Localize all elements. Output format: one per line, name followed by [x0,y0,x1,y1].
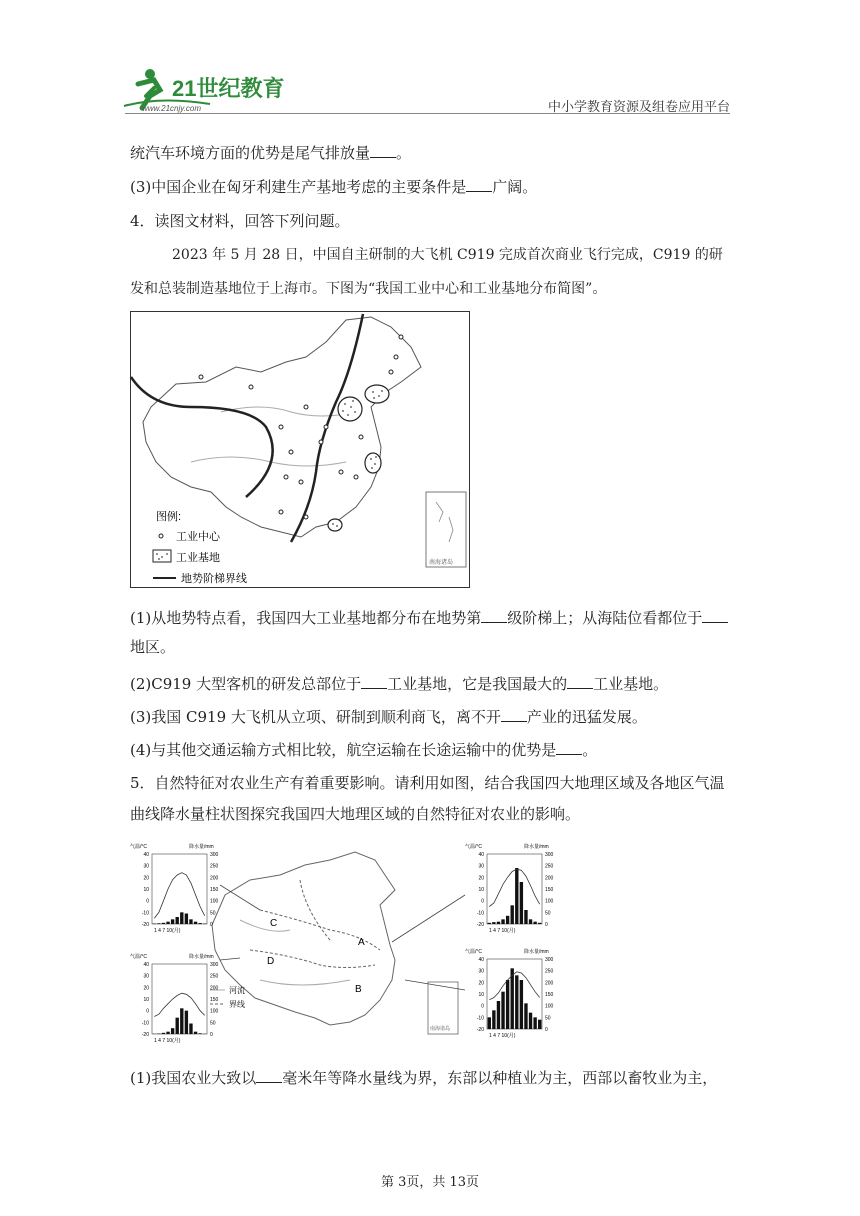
tick-label: 40 [143,852,149,858]
tick-label: -20 [476,922,484,928]
question-5-line1: 5．自然特征对农业生产有着重要影响。请利用如图，结合我国四大地理区域及各地区气温 [130,774,725,792]
tick-label: 300 [210,962,219,968]
text-line: 统汽车环境方面的优势是尾气排放量 。 [130,144,412,162]
answer-blank[interactable] [466,191,492,192]
precip-bar [171,1028,174,1034]
tick-label: 30 [143,863,149,870]
climate-chart [465,843,554,934]
tick-label: 40 [478,957,484,963]
region-label-b: B [355,984,362,995]
precip-bar [198,923,201,924]
question-4-paragraph: 2023 年 5 月 28 日，中国自主研制的大飞机 C919 完成首次商业飞行完成，C919 的研 [172,247,723,263]
runner-logo-icon [120,66,300,114]
industry-map [130,311,470,588]
precip-bar [520,980,523,1029]
precip-bar [198,1033,201,1034]
precip-bar [488,923,491,924]
precip-bar [515,975,518,1029]
page-footer: 第 3页，共 13页 [380,1175,480,1190]
tick-label: 50 [545,910,551,917]
precip-bar [538,923,541,924]
legend-base: 工业基地 [176,552,220,564]
tick-label: -20 [141,1032,149,1038]
precip-bar [501,992,504,1029]
header-divider [125,113,730,114]
month-axis-label: 1 4 7 10(月) [489,1033,516,1039]
tick-label: 0 [210,1032,213,1038]
axis-title-precip: 降水量/mm [189,954,214,960]
answer-blank[interactable] [481,622,507,623]
tick-label: 300 [545,852,554,858]
tick-label: -20 [476,1027,484,1033]
question-4-title: 4．读图文材料，回答下列问题。 [130,212,350,230]
tick-label: 30 [478,863,484,870]
tick-label: -20 [141,922,149,928]
legend-center: 工业中心 [176,531,220,543]
precip-bar [166,1032,169,1034]
precip-bar [176,1018,179,1034]
precip-bar [488,1017,491,1029]
precip-bar [194,1032,197,1034]
tick-label: -10 [476,1015,484,1022]
precip-bar [520,882,523,924]
tick-label: -10 [141,1020,149,1027]
tick-label: 150 [545,887,554,893]
precip-bar [511,905,514,924]
temp-curve [489,972,539,1000]
precip-bar [533,922,536,924]
tick-label: 50 [545,1015,551,1022]
precip-bar [180,1008,183,1034]
tick-label: 20 [143,985,149,992]
tick-label: 300 [210,852,219,858]
tick-label: 40 [478,852,484,858]
tick-label: 100 [545,898,554,905]
tick-label: 10 [143,887,149,893]
axis-title-temp: 气温/°C [465,844,482,850]
question-4-2: (2)C919 大型客机的研发总部位于 工业基地，它是我国最大的 工业基地。 [130,675,669,693]
tick-label: 200 [210,985,219,992]
temp-curve [154,873,204,919]
answer-blank[interactable] [501,721,527,722]
question-4-1: (1)从地势特点看，我国四大工业基地都分布在地势第 级阶梯上；从海陆位看都位于 [130,608,728,628]
question-4-1-cont: 地区。 [130,638,176,656]
tick-label: 150 [545,992,554,998]
tick-label: 0 [545,1027,548,1033]
precip-bar [185,1011,188,1034]
question-4-paragraph-cont: 发和总装制造基地位于上海市。下图为“我国工业中心和工业基地分布简图”。 [130,281,607,297]
axis-title-temp: 气温/°C [465,949,482,955]
regions-climate-figure [130,840,554,1050]
answer-blank[interactable] [370,157,396,158]
climate-chart [130,953,219,1044]
tick-label: 30 [478,968,484,975]
question-5-1: (1)我国农业大致以 毫米年等降水量线为界，东部以种植业为主，西部以畜牧业为主， [130,1069,718,1087]
month-axis-label: 1 4 7 10(月) [489,928,516,934]
precip-bar [166,922,169,924]
tick-label: 50 [210,1020,216,1027]
tick-label: -10 [141,910,149,917]
logo-text: 21世纪教育 [172,76,285,101]
legend-river: 河流 [229,986,245,995]
precip-bar [529,1013,532,1029]
axis-title-precip: 降水量/mm [524,949,549,955]
question-4-3: (3)我国 C919 大飞机从立项、研制到顺利商飞，离不开 产业的迅猛发展。 [130,708,647,726]
precip-bar [515,868,518,924]
precip-bar [524,910,527,924]
region-label-c: C [270,918,278,929]
region-label-d: D [267,956,275,967]
temp-curve [489,869,539,906]
legend-title: 图例: [156,511,182,523]
axis-title-temp: 气温/°C [130,844,147,850]
question-4-4: (4)与其他交通运输方式相比较，航空运输在长途运输中的优势是 。 [130,741,598,759]
axis-title-precip: 降水量/mm [524,844,549,850]
tick-label: 10 [478,992,484,998]
legend-line: 地势阶梯界线 [181,573,247,585]
tick-label: 0 [146,1008,149,1015]
tick-label: 250 [210,863,219,870]
answer-blank[interactable] [567,688,593,689]
month-axis-label: 1 4 7 10(月) [154,1038,181,1044]
tick-label: 40 [143,962,149,968]
tick-label: 0 [545,922,548,928]
precip-bar [506,980,509,1029]
precip-bar [492,1010,495,1029]
question-5-line2: 曲线降水量柱状图探究我国四大地理区域的自然特征对农业的影响。 [130,805,581,823]
climate-chart [465,948,554,1039]
tick-label: 0 [146,898,149,905]
answer-blank[interactable] [361,688,387,689]
inset-label: 南海诸岛 [429,559,454,566]
precip-bar [524,1003,527,1029]
legend-boundary: 界线 [229,1000,245,1009]
precip-bar [194,922,197,924]
tick-label: 300 [545,957,554,963]
precip-bar [162,1033,165,1034]
precip-bar [511,968,514,1029]
precip-bar [180,912,183,924]
precip-bar [538,1020,541,1029]
tick-label: -10 [476,910,484,917]
month-axis-label: 1 4 7 10(月) [154,928,181,934]
tick-label: 10 [478,887,484,893]
tick-label: 0 [481,898,484,905]
tick-label: 150 [210,997,219,1003]
precip-bar [189,919,192,924]
precip-bar [533,1017,536,1029]
climate-chart [130,843,219,934]
answer-blank[interactable] [702,622,728,623]
tick-label: 20 [143,875,149,882]
precip-bar [171,919,174,924]
tick-label: 100 [210,1008,219,1015]
tick-label: 200 [545,875,554,882]
inset-label-2: 南海诸岛 [430,1026,451,1032]
precip-bar [501,919,504,924]
tick-label: 100 [545,1003,554,1010]
precip-bar [529,919,532,924]
precip-bar [189,1024,192,1035]
precip-bar [497,922,500,924]
temp-curve [154,993,204,1016]
tick-label: 0 [481,1003,484,1010]
axis-title-precip: 降水量/mm [189,844,214,850]
tick-label: 250 [210,973,219,980]
precip-bar [162,923,165,924]
tick-label: 20 [478,875,484,882]
precip-bar [185,914,188,925]
precip-bar [492,922,495,924]
precip-bar [176,917,179,924]
precip-bar [157,923,160,924]
platform-label: 中小学教育资源及组卷应用平台 [547,100,730,115]
tick-label: 200 [210,875,219,882]
logo-url: www.21cnjy.com [142,104,201,113]
axis-title-temp: 气温/°C [130,954,147,960]
region-label-a: A [358,937,365,948]
tick-label: 150 [210,887,219,893]
tick-label: 50 [210,910,216,917]
precip-bar [506,916,509,924]
tick-label: 10 [143,997,149,1003]
tick-label: 0 [210,922,213,928]
tick-label: 250 [545,968,554,975]
page-header [120,66,730,116]
tick-label: 20 [478,980,484,987]
logo [120,66,300,114]
tick-label: 100 [210,898,219,905]
tick-label: 200 [545,980,554,987]
question-3: (3)中国企业在匈牙利建生产基地考虑的主要条件是 广阔。 [130,178,538,196]
answer-blank[interactable] [556,754,582,755]
tick-label: 250 [545,863,554,870]
answer-blank[interactable] [256,1082,282,1083]
precip-bar [497,1001,500,1029]
tick-label: 30 [143,973,149,980]
